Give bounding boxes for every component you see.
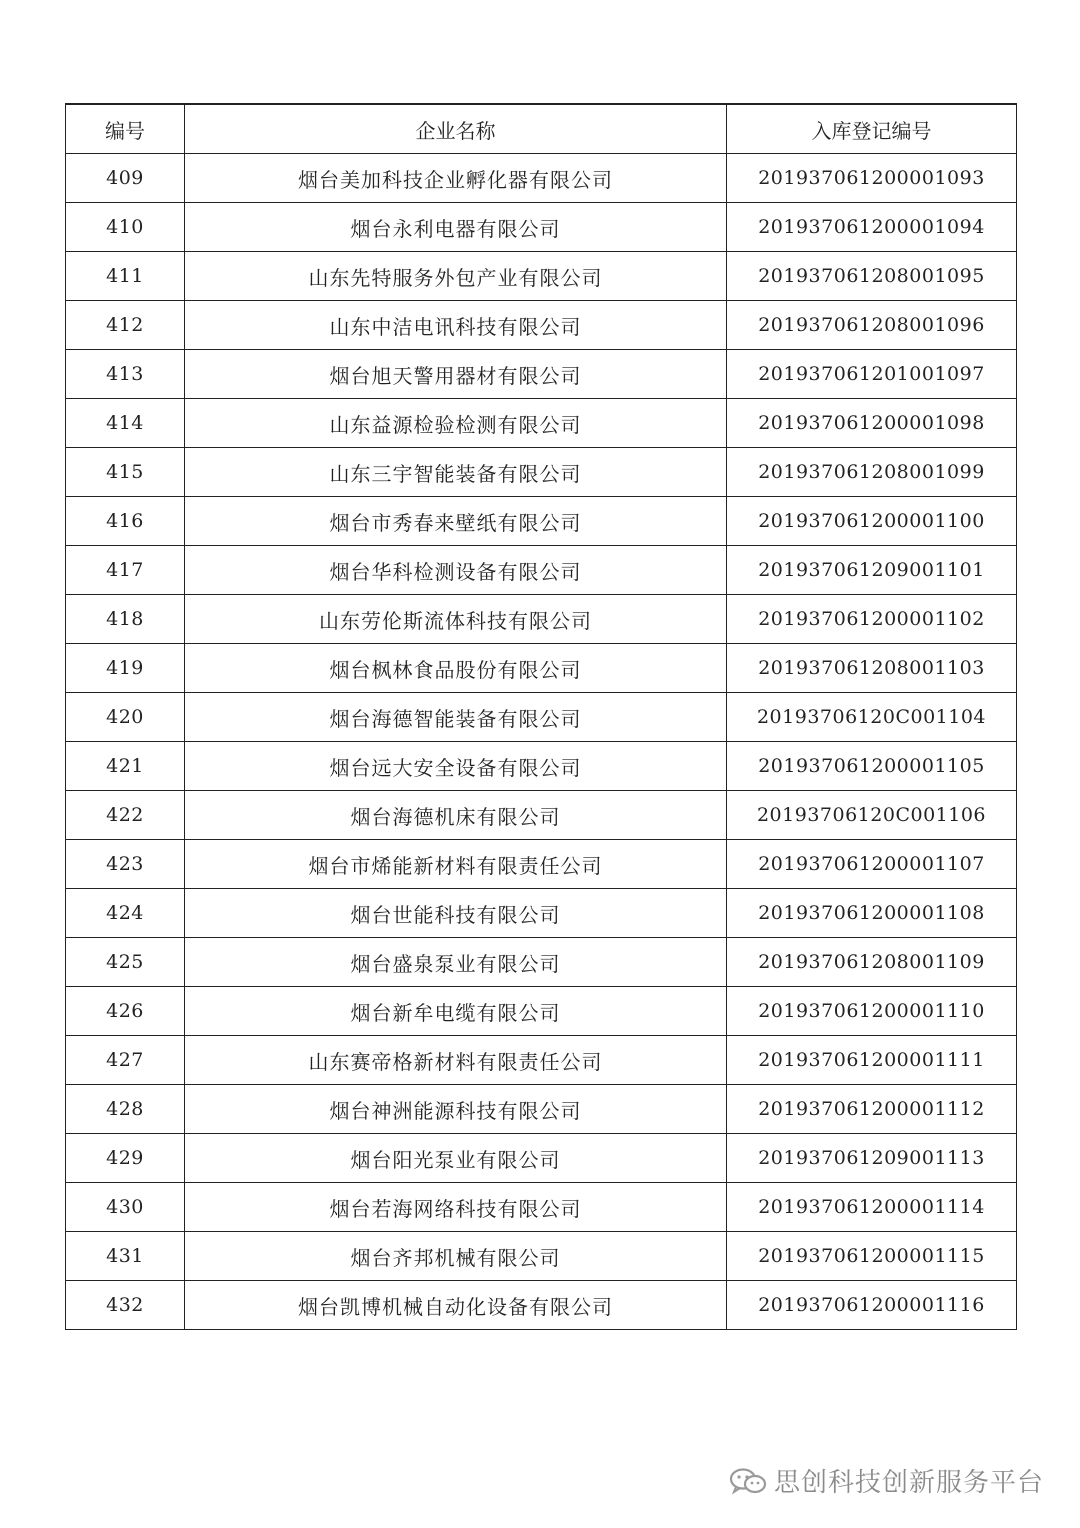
cell-registration-code: 201937061200001098 — [727, 399, 1017, 448]
cell-registration-code: 201937061208001096 — [727, 301, 1017, 350]
cell-number: 424 — [66, 889, 185, 938]
table-row — [66, 742, 1017, 791]
cell-company-name: 山东先特服务外包产业有限公司 — [185, 252, 727, 301]
cell-company-name: 烟台旭天警用器材有限公司 — [185, 350, 727, 399]
table-row — [66, 1281, 1017, 1330]
cell-registration-code: 201937061200001100 — [727, 497, 1017, 546]
cell-number: 417 — [66, 546, 185, 595]
cell-registration-code: 201937061200001116 — [727, 1281, 1017, 1330]
table-row — [66, 791, 1017, 840]
cell-company-name: 烟台美加科技企业孵化器有限公司 — [185, 154, 727, 203]
cell-number: 426 — [66, 987, 185, 1036]
cell-number: 410 — [66, 203, 185, 252]
cell-company-name: 烟台阳光泵业有限公司 — [185, 1134, 727, 1183]
header-number: 编号 — [66, 104, 185, 154]
cell-company-name: 烟台世能科技有限公司 — [185, 889, 727, 938]
enterprise-registry-table — [65, 103, 1017, 1330]
cell-number: 416 — [66, 497, 185, 546]
cell-number: 415 — [66, 448, 185, 497]
table-row — [66, 350, 1017, 399]
table-row — [66, 987, 1017, 1036]
cell-number: 432 — [66, 1281, 185, 1330]
table-row — [66, 938, 1017, 987]
cell-company-name: 烟台新牟电缆有限公司 — [185, 987, 727, 1036]
cell-number: 414 — [66, 399, 185, 448]
table-row — [66, 301, 1017, 350]
cell-registration-code: 201937061208001099 — [727, 448, 1017, 497]
table-row — [66, 203, 1017, 252]
cell-number: 423 — [66, 840, 185, 889]
table-row — [66, 1085, 1017, 1134]
cell-registration-code: 201937061200001112 — [727, 1085, 1017, 1134]
cell-registration-code: 201937061200001115 — [727, 1232, 1017, 1281]
cell-number: 418 — [66, 595, 185, 644]
cell-number: 412 — [66, 301, 185, 350]
cell-registration-code: 201937061200001102 — [727, 595, 1017, 644]
cell-number: 411 — [66, 252, 185, 301]
cell-number: 427 — [66, 1036, 185, 1085]
cell-company-name: 烟台海德智能装备有限公司 — [185, 693, 727, 742]
cell-registration-code: 201937061200001114 — [727, 1183, 1017, 1232]
cell-registration-code: 201937061200001110 — [727, 987, 1017, 1036]
table-header-row — [66, 104, 1017, 154]
cell-registration-code: 201937061200001093 — [727, 154, 1017, 203]
cell-registration-code: 201937061201001097 — [727, 350, 1017, 399]
cell-number: 421 — [66, 742, 185, 791]
cell-registration-code: 201937061200001094 — [727, 203, 1017, 252]
cell-registration-code: 20193706120C001106 — [727, 791, 1017, 840]
table-row — [66, 154, 1017, 203]
cell-registration-code: 201937061200001111 — [727, 1036, 1017, 1085]
table-row — [66, 889, 1017, 938]
cell-number: 425 — [66, 938, 185, 987]
wechat-icon — [728, 1467, 768, 1495]
cell-registration-code: 201937061200001108 — [727, 889, 1017, 938]
watermark-text: 思创科技创新服务平台 — [773, 1468, 1044, 1498]
cell-registration-code: 201937061208001103 — [727, 644, 1017, 693]
header-company-name: 企业名称 — [185, 104, 727, 154]
cell-company-name: 烟台市烯能新材料有限责任公司 — [185, 840, 727, 889]
table-row — [66, 840, 1017, 889]
cell-registration-code: 20193706120C001104 — [727, 693, 1017, 742]
table-row — [66, 497, 1017, 546]
cell-number: 431 — [66, 1232, 185, 1281]
cell-number: 420 — [66, 693, 185, 742]
cell-number: 428 — [66, 1085, 185, 1134]
cell-registration-code: 201937061208001109 — [727, 938, 1017, 987]
cell-company-name: 山东劳伦斯流体科技有限公司 — [185, 595, 727, 644]
cell-company-name: 烟台盛泉泵业有限公司 — [185, 938, 727, 987]
cell-company-name: 烟台神洲能源科技有限公司 — [185, 1085, 727, 1134]
cell-company-name: 烟台远大安全设备有限公司 — [185, 742, 727, 791]
cell-company-name: 烟台市秀春来壁纸有限公司 — [185, 497, 727, 546]
table-row — [66, 644, 1017, 693]
cell-registration-code: 201937061209001101 — [727, 546, 1017, 595]
cell-number: 422 — [66, 791, 185, 840]
cell-number: 413 — [66, 350, 185, 399]
cell-company-name: 山东益源检验检测有限公司 — [185, 399, 727, 448]
cell-company-name: 烟台凯博机械自动化设备有限公司 — [185, 1281, 727, 1330]
cell-number: 419 — [66, 644, 185, 693]
table-row — [66, 448, 1017, 497]
table-row — [66, 1036, 1017, 1085]
watermark — [728, 1462, 1044, 1499]
cell-company-name: 烟台枫林食品股份有限公司 — [185, 644, 727, 693]
cell-company-name: 山东中洁电讯科技有限公司 — [185, 301, 727, 350]
cell-number: 430 — [66, 1183, 185, 1232]
cell-company-name: 烟台海德机床有限公司 — [185, 791, 727, 840]
cell-registration-code: 201937061200001107 — [727, 840, 1017, 889]
table-row — [66, 1134, 1017, 1183]
table-row — [66, 399, 1017, 448]
table-row — [66, 546, 1017, 595]
cell-number: 429 — [66, 1134, 185, 1183]
cell-registration-code: 201937061200001105 — [727, 742, 1017, 791]
header-registration-code: 入库登记编号 — [727, 104, 1017, 154]
cell-company-name: 烟台华科检测设备有限公司 — [185, 546, 727, 595]
cell-registration-code: 201937061209001113 — [727, 1134, 1017, 1183]
table-row — [66, 1232, 1017, 1281]
cell-registration-code: 201937061208001095 — [727, 252, 1017, 301]
cell-number: 409 — [66, 154, 185, 203]
cell-company-name: 山东三宇智能装备有限公司 — [185, 448, 727, 497]
table-row — [66, 693, 1017, 742]
table-body — [66, 154, 1017, 1330]
cell-company-name: 烟台若海网络科技有限公司 — [185, 1183, 727, 1232]
cell-company-name: 烟台齐邦机械有限公司 — [185, 1232, 727, 1281]
table-row — [66, 1183, 1017, 1232]
table-row — [66, 252, 1017, 301]
table-row — [66, 595, 1017, 644]
cell-company-name: 烟台永利电器有限公司 — [185, 203, 727, 252]
table-header — [66, 104, 1017, 154]
cell-company-name: 山东赛帝格新材料有限责任公司 — [185, 1036, 727, 1085]
